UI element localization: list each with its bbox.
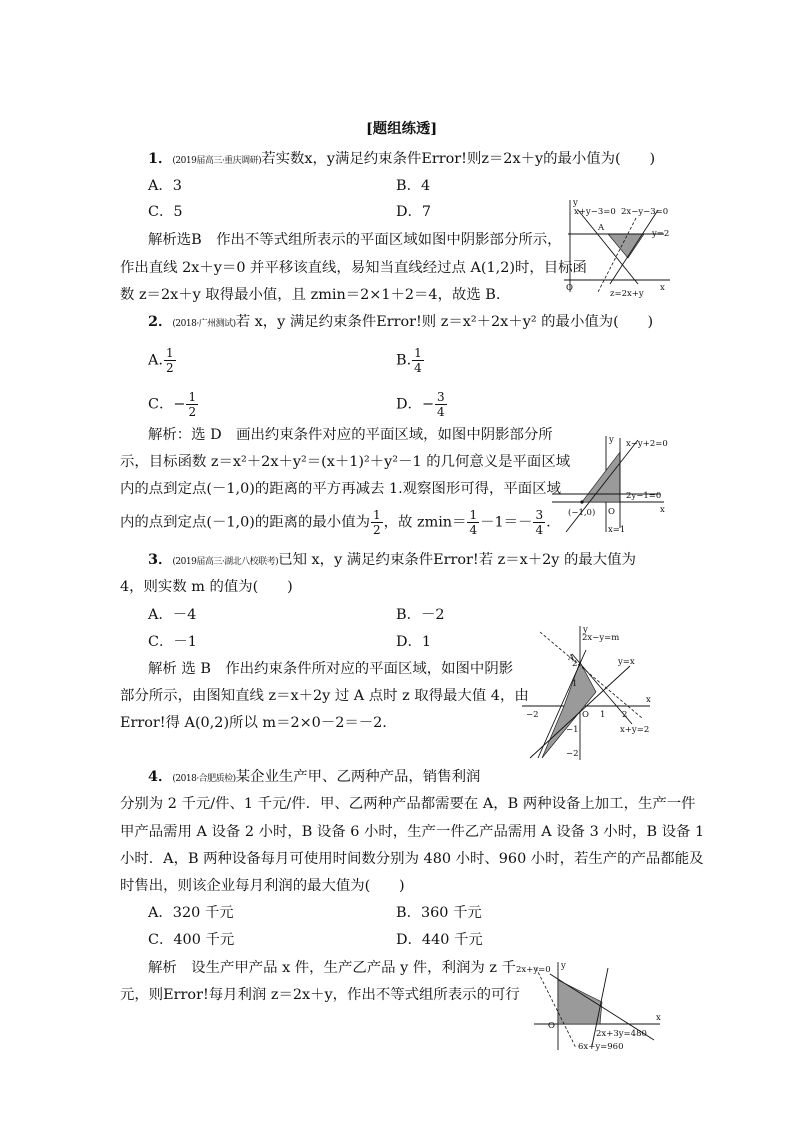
option-c: C．400 千元 <box>148 932 235 948</box>
line-2x-y-3 <box>610 210 658 284</box>
line-x-y-2 <box>566 440 638 532</box>
question-text: 甲产品需用 A 设备 2 小时，B 设备 6 小时，生产一件乙产品需用 A 设备 3 小时，B 设备 1 <box>120 824 705 840</box>
option-b: B．360 千元 <box>396 905 482 921</box>
solution-line: 作出直线 2x＋y＝0 并平移该直线，易知当直线经过点 A(1,2)时，目标函 <box>120 260 587 276</box>
label-l3: x=1 <box>608 525 626 535</box>
y-axis-label: y <box>561 961 566 971</box>
origin-label: O <box>582 710 589 720</box>
y-axis-label: y <box>583 625 588 635</box>
figure-2-region-plot <box>548 432 672 536</box>
label-y2: y=2 <box>652 229 670 239</box>
option-b: B. $\frac{1}{4}$ <box>396 346 422 375</box>
solution-line: 内的点到定点(－1,0)的距离的平方再减去 1.观察图形可得，平面区域 <box>120 481 561 497</box>
x-axis-label: x <box>646 695 651 705</box>
label-l1: 2x−y=m <box>582 633 620 643</box>
option-a: A．－4 <box>148 607 197 623</box>
option-a: A．320 千元 <box>148 905 234 921</box>
label-l1: 2x+y=0 <box>516 965 551 975</box>
option-c: C．5 <box>148 204 183 220</box>
tick-label: 1 <box>600 710 606 720</box>
point-a-label: A <box>568 653 575 663</box>
x-axis-label: x <box>660 283 665 293</box>
option-c: C．－1 <box>148 634 197 650</box>
line-dashed <box>540 632 642 718</box>
label-l2: 2x−y−3=0 <box>621 207 669 217</box>
origin-label: O <box>608 507 615 517</box>
question-text: 已知 x，y 满足约束条件Error!若 z＝x＋2y 的最大值为 <box>278 552 636 568</box>
section-heading: [题组练透] <box>366 120 438 137</box>
question-1-stem <box>148 150 655 170</box>
tick-label: −1 <box>566 725 579 735</box>
question-text: 若 x，y 满足约束条件Error!则 z＝x²＋2x＋y² 的最小值为( ) <box>235 314 654 330</box>
option-a: A．3 <box>148 178 182 194</box>
option-d: D．1 <box>396 634 432 650</box>
option-d: D．− $\frac{3}{4}$ <box>396 390 445 419</box>
tick-label: −2 <box>526 710 539 720</box>
figure-3-region-plot <box>520 622 660 762</box>
question-text: 若实数x，y满足约束条件Error!则z＝2x＋y的最小值为( ) <box>261 151 656 167</box>
figure-1-region-plot <box>560 196 680 298</box>
point-a-label: A <box>598 223 605 233</box>
option-c: C．− $\frac{1}{2}$ <box>148 390 197 419</box>
question-2-stem <box>148 313 653 333</box>
question-text: 小时．A，B 两种设备每月可使用时间数分别为 480 小时、960 小时，若生产的产品都能及 <box>120 851 704 867</box>
question-source: (2018·广州测试) <box>172 319 236 329</box>
question-text: 分别为 2 千元/件、1 千元/件．甲、乙两种产品都需要在 A，B 两种设备上加工，生产一件 <box>120 796 696 812</box>
option-b: B．－2 <box>396 607 445 623</box>
label-l2: y=x <box>618 657 635 667</box>
solution-line: 解析选B 作出不等式组所表示的平面区域如图中阴影部分所示， <box>148 232 562 248</box>
solution-line: Error!得 A(0,2)所以 m＝2×0－2＝－2. <box>120 715 387 731</box>
label-l3: x+y=2 <box>620 725 650 735</box>
question-text: 某企业生产甲、乙两种产品，销售利润 <box>235 769 481 785</box>
tick-label: −2 <box>566 749 579 759</box>
option-b: B．4 <box>396 178 431 194</box>
solution-line: 内的点到定点(－1,0)的距离的最小值为 $\frac{1}{2}$ ，故 zmin＝ $\frac{1}{4}$ －1＝－ $\frac{3}{4}$ . <box>120 508 551 537</box>
question-source: (2018·合肥质检) <box>172 774 236 784</box>
question-number: 3． <box>148 551 173 568</box>
fixed-point <box>580 500 583 503</box>
option-d: D．7 <box>396 204 432 220</box>
y-axis-label: y <box>609 435 614 445</box>
label-l3: 6x+y=960 <box>578 1042 624 1052</box>
point-label: (−1,0) <box>568 508 596 518</box>
label-l1: x−y+2=0 <box>626 439 668 449</box>
question-source: (2019届高三·重庆调研) <box>172 156 262 166</box>
x-axis-label: x <box>660 505 665 515</box>
solution-line: 解析 选 B 作出约束条件所对应的平面区域，如图中阴影 <box>148 661 514 677</box>
feasible-region <box>558 980 602 1024</box>
question-number: 1． <box>148 150 173 167</box>
solution-line: 解析 设生产甲产品 x 件，生产乙产品 y 件，利润为 z 千 <box>148 960 516 976</box>
origin-label: O <box>548 1021 555 1031</box>
tick-label: 2 <box>622 710 628 720</box>
question-text: 时售出，则该企业每月利润的最大值为( ) <box>120 878 405 894</box>
x-axis-label: x <box>656 1013 661 1023</box>
y-axis-label: y <box>573 198 578 208</box>
solution-line: 示，目标函数 z＝x²＋2x＋y²＝(x＋1)²＋y²－1 的几何意义是平面区域 <box>120 454 571 470</box>
question-3-stem <box>148 551 636 571</box>
solution-line: 解析：选 D 画出约束条件对应的平面区域，如图中阴影部分所 <box>148 427 553 443</box>
option-d: D．440 千元 <box>396 932 483 948</box>
label-l1: x+y−3=0 <box>574 207 616 217</box>
option-a: A. $\frac{1}{2}$ <box>148 346 174 375</box>
solution-line: 部分所示，由图知直线 z＝x＋2y 过 A 点时 z 取得最大值 4，由 <box>120 688 529 704</box>
tick-label: 2 <box>572 659 578 669</box>
label-z: z=2x+y <box>610 289 644 299</box>
question-4-stem <box>148 768 480 788</box>
tick-label: 1 <box>572 679 578 689</box>
question-number: 4． <box>148 768 173 785</box>
question-text: 4，则实数 m 的值为( ) <box>120 579 293 595</box>
origin-label: O <box>566 283 573 293</box>
feasible-region <box>582 452 620 502</box>
question-source: (2019届高三·湖北八校联考) <box>172 557 279 567</box>
label-l2: 2x+3y=480 <box>596 1029 647 1039</box>
solution-line: 元，则Error!每月利润 z＝2x＋y，作出不等式组所表示的可行 <box>120 987 520 1003</box>
solution-line: 数 z＝2x＋y 取得最小值，且 zmin＝2×1＋2＝4，故选 B. <box>120 287 501 303</box>
figure-4-region-plot <box>514 958 664 1054</box>
question-number: 2． <box>148 313 173 330</box>
label-l2: 2y−1=0 <box>626 491 662 501</box>
